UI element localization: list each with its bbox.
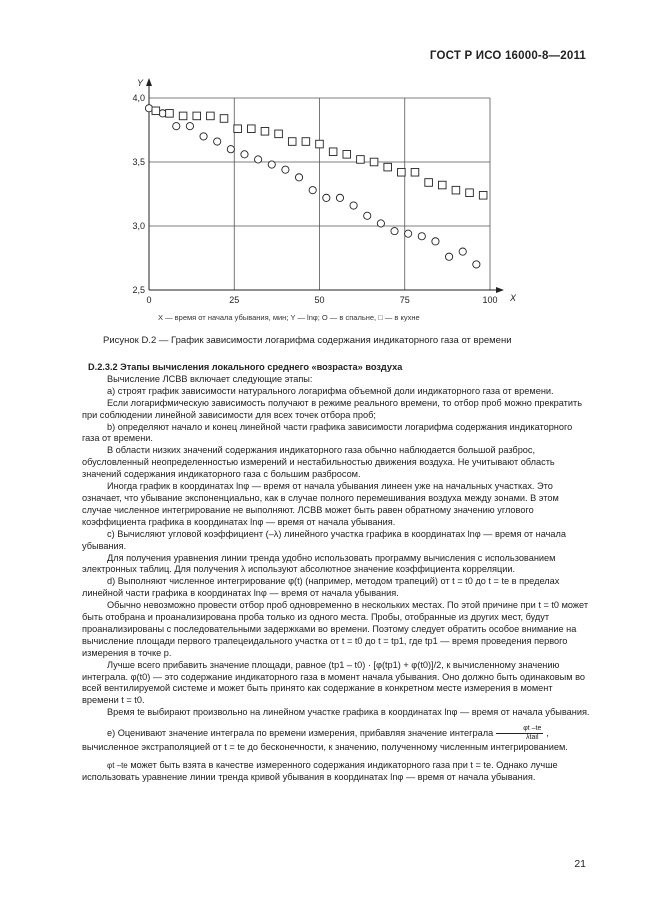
paragraph: d) Выполняют численное интегрирование φ(t) (например, методом трапеций) от t = t0 до t = te в пределах линейной части графика в координатах lnφ — время от начала убывания. <box>82 576 560 599</box>
x-axis-label: X <box>510 293 517 303</box>
y-tick-label: 2,5 <box>132 285 145 295</box>
data-point-circle <box>268 161 275 168</box>
y-tick-label: 3,5 <box>132 157 145 167</box>
data-point-square <box>411 168 419 176</box>
y-tick-label: 3,0 <box>132 221 145 231</box>
integral-fraction: $\frac{\varphi t -te}{\text{λtail}}$ <box>496 725 543 742</box>
figure-caption: Рисунок D.2 — График зависимости логарифма содержания индикаторного газа от времени <box>103 335 512 346</box>
section-title: D.2.3.2 Этапы вычисления локального среднего «возраста» воздуха <box>88 362 403 372</box>
x-tick-label: 100 <box>482 295 498 305</box>
chart-legend: X — время от начала убывания, мин; Y — lnφ; O — в спальне, □ — в кухне <box>158 313 420 322</box>
data-point-square <box>466 189 474 197</box>
data-point-square <box>479 191 487 199</box>
data-point-square <box>329 148 337 156</box>
y-tick-label: 4,0 <box>132 93 145 103</box>
data-point-square <box>261 127 269 135</box>
paragraph: Если логарифмическую зависимость получают в режиме реального времени, то отбор проб можно прекратить при соблюдении линейной зависимости для всех точек отбора проб; <box>82 397 583 420</box>
paragraph: c) Вычисляют угловой коэффициент (–λ) линейного участка графика в координатах lnφ — время от начала убывания. <box>82 528 567 551</box>
data-point-circle <box>445 253 452 260</box>
paragraph: Вычисление ЛСВВ включает следующие этапы: <box>107 373 313 384</box>
data-point-square <box>425 179 433 187</box>
data-point-circle <box>377 220 384 227</box>
data-point-circle <box>391 228 398 235</box>
section-body <box>82 362 590 784</box>
data-point-square <box>384 163 392 171</box>
x-tick-label: 0 <box>146 295 152 305</box>
data-point-circle <box>159 110 166 117</box>
data-point-square <box>193 112 201 120</box>
data-point-circle <box>255 156 262 163</box>
paragraph-e: e) Оценивают значение интеграла по времени измерения, прибавляя значение интеграла $\frac{\varphi t -te}{\text{λtail}}$ , вычисленное экстраполяцией от t = te до бесконечности, к значению, полученному численным интегрированием. <box>82 725 568 753</box>
data-point-square <box>234 125 242 133</box>
data-point-square <box>152 107 160 115</box>
data-point-circle <box>200 133 207 140</box>
y-axis-arrow <box>146 78 152 86</box>
data-point-circle <box>323 194 330 201</box>
paragraph: Обычно невозможно провести отбор проб одновременно в нескольких местах. По этой причине при t = t0 может быть отобрана и проанализирована проба только из одного места. Пробы, отобранные из других мест, будут проанализированы с последовательными задержками во времени. Поэтому следует обратить особое внимание на вычисление площади первого трапецеидального участка от t = t0 до t = tp1, где tp1 — время проведения первого измерения в точке p. <box>82 600 589 658</box>
standard-header: ГОСТ Р ИСО 16000-8—2011 <box>429 50 586 62</box>
data-point-circle <box>295 174 302 181</box>
x-tick-label: 50 <box>314 295 325 305</box>
data-point-square <box>357 156 365 164</box>
data-point-square <box>452 186 460 194</box>
data-point-square <box>343 151 351 159</box>
data-point-circle <box>227 146 234 153</box>
data-point-square <box>248 125 256 133</box>
data-point-square <box>220 115 228 123</box>
data-point-square <box>302 138 310 146</box>
x-axis-arrow <box>496 287 504 293</box>
paragraph: Иногда график в координатах lnφ — время от начала убывания линеен уже на начальных участках. Это означает, что убывание экспоненциально, как в случае полного перемешивания воздуха между зонами. В этом случае численное интегрирование не выполняют. ЛСВВ может быть равен обратному значению углового коэффициента графика в координатах lnφ — время от начала убывания. <box>82 481 559 527</box>
data-point-square <box>166 110 174 118</box>
paragraph: Лучше всего прибавить значение площади, равное (tp1 – t0) · [φ(tp1) + φ(t0)]/2, к вычисленному значению интеграла. φ(t0) — это содержание индикаторного газа в момент начала убывания. Оно должно быть одинаковым во всей вентилируемой системе и может быть принято как содержание в конкретном месте измерения в момент времени t = t0. <box>82 659 585 706</box>
data-point-circle <box>459 248 466 255</box>
page-number: 21 <box>574 858 586 870</box>
paragraph: a) строят график зависимости натурального логарифма объемной доли индикаторного газа от времени. <box>107 385 554 396</box>
data-point-circle <box>350 202 357 209</box>
data-point-circle <box>364 212 371 219</box>
data-point-square <box>179 112 187 120</box>
data-point-square <box>207 112 215 120</box>
data-point-square <box>275 130 283 138</box>
data-point-circle <box>214 138 221 145</box>
data-point-square <box>370 158 378 166</box>
y-axis-label: Y <box>136 78 144 88</box>
data-point-circle <box>186 123 193 130</box>
data-point-circle <box>405 230 412 237</box>
data-point-circle <box>241 151 248 158</box>
data-point-circle <box>145 105 152 112</box>
paragraph: В области низких значений содержания индикаторного газа обычно наблюдается большой разброс, обусловленный неопределенностью измерений и нестабильностью движения воздуха. Не учитывают область значений содержания индикаторного газа с большим разбросом. <box>82 445 555 480</box>
paragraph: b) определяют начало и конец линейной части графика зависимости логарифма содержания индикаторного газа от времени. <box>82 421 573 444</box>
data-point-circle <box>336 194 343 201</box>
x-tick-label: 25 <box>229 295 240 305</box>
x-tick-label: 75 <box>399 295 410 305</box>
data-point-circle <box>432 238 439 245</box>
data-point-square <box>438 181 446 189</box>
data-point-circle <box>282 166 289 173</box>
data-point-square <box>288 138 296 146</box>
data-point-circle <box>309 187 316 194</box>
paragraph: Время te выбирают произвольно на линейном участке графика в координатах lnφ — время от начала убывания. <box>107 707 590 718</box>
data-point-square <box>398 168 406 176</box>
paragraph: Для получения уравнения линии тренда удобно использовать программу вычисления с использованием электронных таблиц. Для получения λ используют абсолютное значение коэффициента корреляции. <box>82 552 556 575</box>
data-point-circle <box>418 233 425 240</box>
paragraph-last: φt –te может быть взята в качестве измеренного содержания индикаторного газа при t = te. Однако лучше использовать уравнение линии тренда кривой убывания в координатах lnφ — время от начала убывания. <box>82 760 558 782</box>
data-point-circle <box>473 261 480 268</box>
data-point-square <box>316 140 324 148</box>
data-point-circle <box>173 123 180 130</box>
scatter-chart <box>0 0 646 330</box>
